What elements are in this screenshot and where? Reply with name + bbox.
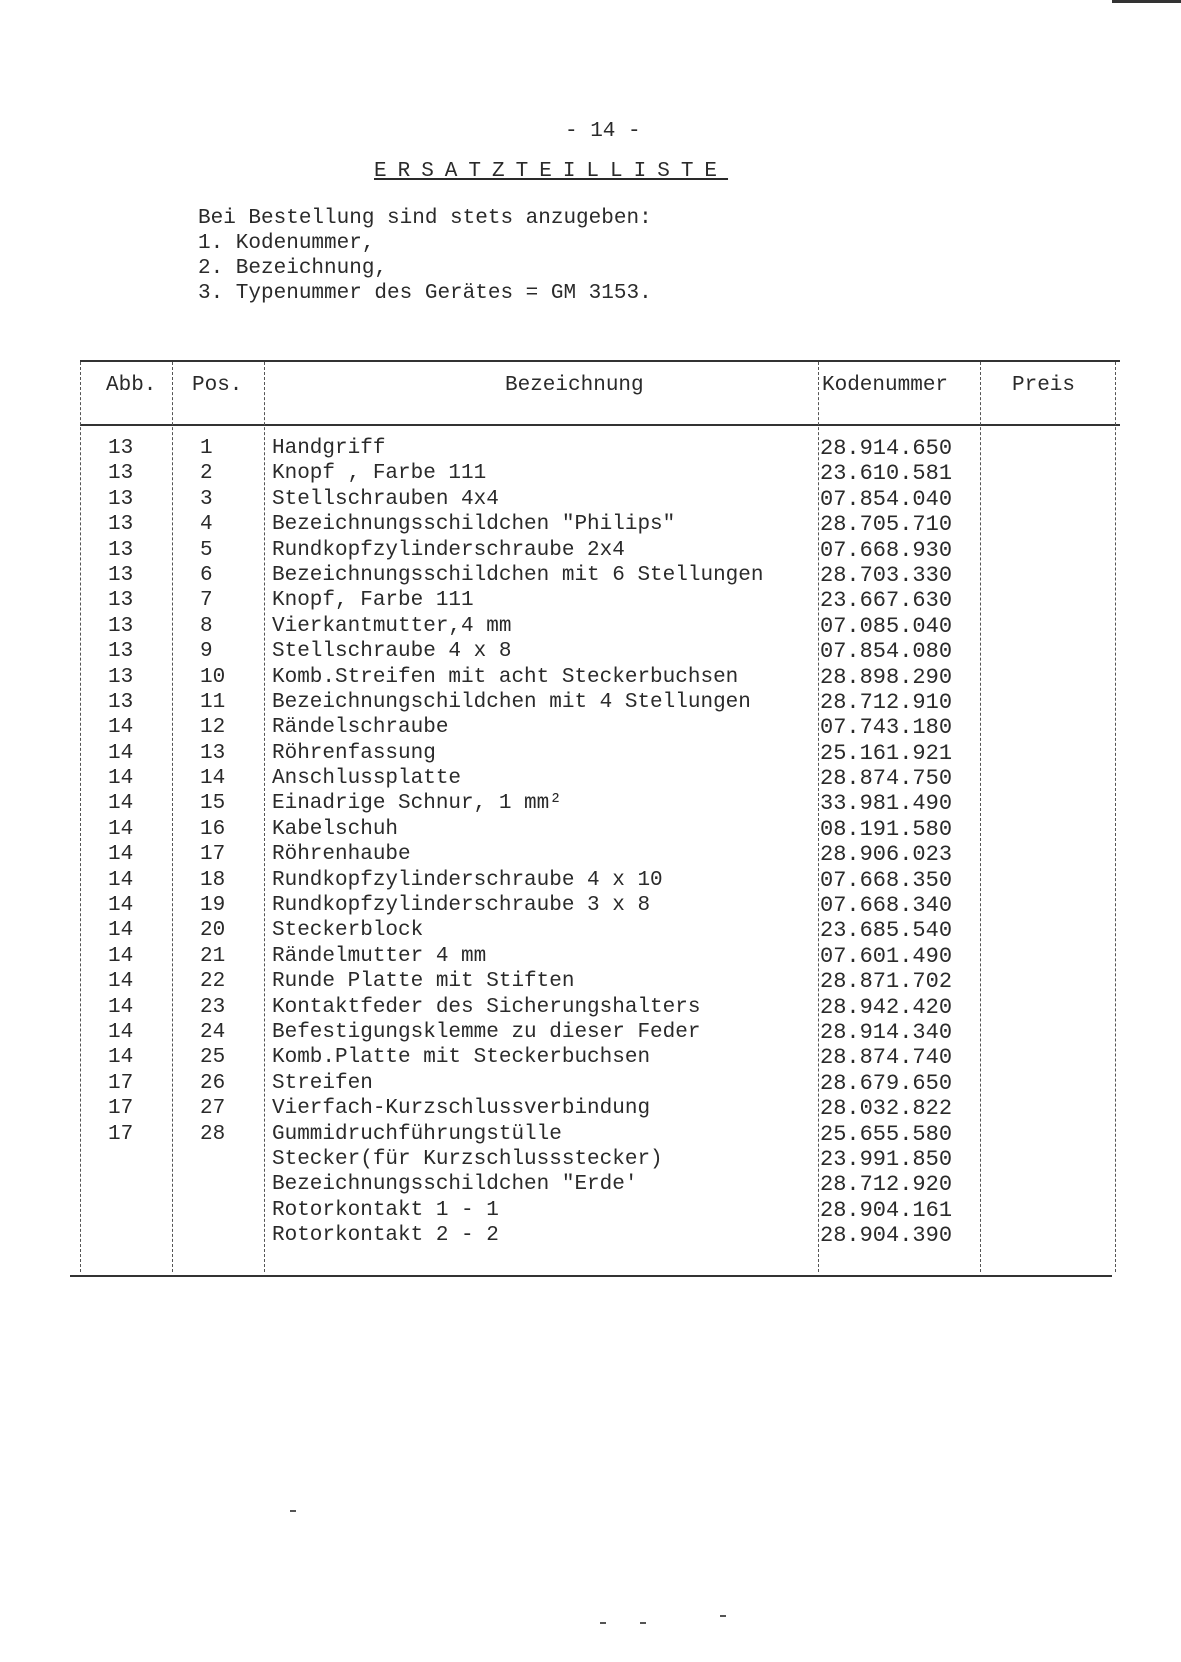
kodenummer-cell: 28.705.710 (820, 512, 953, 538)
kodenummer-cell: 07.854.080 (820, 639, 953, 665)
bezeichnung-cell: Rotorkontakt 1 - 1 (272, 1198, 499, 1222)
pos-cell: 15 (200, 792, 226, 816)
kodenummer-cell: 28.942.420 (820, 994, 953, 1020)
bezeichnung-cell: Komb.Platte mit Steckerbuchsen (272, 1046, 651, 1070)
abb-column (108, 436, 133, 1147)
abb-cell: 17 (108, 1097, 134, 1121)
kodenummer-cell: 28.904.161 (820, 1197, 953, 1223)
pos-cell: 20 (200, 919, 226, 943)
abb-cell: 13 (108, 513, 134, 537)
abb-cell: 14 (108, 741, 134, 765)
header-bezeichnung: Bezeichnung (505, 374, 644, 397)
header-abb: Abb. (106, 374, 157, 397)
bezeichnung-cell: Komb.Streifen mit acht Steckerbuchsen (272, 665, 739, 689)
page-mark (640, 1622, 646, 1624)
bezeichnung-cell: Knopf, Farbe 111 (272, 589, 474, 613)
bezeichnung-cell: Bezeichnungsschildchen mit 6 Stellungen (272, 563, 764, 587)
pos-cell: 8 (200, 614, 213, 638)
abb-cell: 17 (108, 1071, 134, 1095)
bezeichnung-cell: Rändelschraube (272, 716, 449, 740)
pos-cell: 13 (200, 741, 226, 765)
column-divider-pos-bezeichnung (264, 362, 266, 1272)
pos-cell: 17 (200, 843, 226, 867)
bezeichnung-cell: Rundkopfzylinderschraube 2x4 (272, 538, 625, 562)
kodenummer-cell: 28.906.023 (820, 842, 953, 868)
bezeichnung-cell: Kabelschuh (272, 817, 399, 841)
abb-cell: 13 (108, 462, 134, 486)
pos-cell: 23 (200, 995, 226, 1019)
kodenummer-cell: 28.914.340 (820, 1019, 953, 1045)
bezeichnung-cell: Rundkopfzylinderschraube 3 x 8 (272, 894, 651, 918)
bezeichnung-cell: Streifen (272, 1071, 373, 1095)
bezeichnung-cell: Bezeichnungschildchen mit 4 Stellungen (272, 690, 751, 714)
intro-line: 1. Kodenummer, (198, 232, 375, 255)
pos-cell: 5 (200, 538, 213, 562)
abb-cell: 14 (108, 767, 134, 791)
abb-cell: 13 (108, 614, 134, 638)
page-number: - 14 - (565, 120, 641, 143)
kodenummer-column (820, 436, 952, 1249)
bezeichnung-cell: Anschlussplatte (272, 767, 462, 791)
kodenummer-cell: 23.991.850 (820, 1146, 953, 1172)
bezeichnung-cell: Röhrenhaube (272, 843, 411, 867)
abb-cell: 14 (108, 1020, 134, 1044)
kodenummer-cell: 28.898.290 (820, 664, 953, 690)
bezeichnung-cell: Röhrenfassung (272, 741, 436, 765)
pos-cell: 4 (200, 513, 213, 537)
column-divider-kodenummer-preis (980, 362, 982, 1272)
bezeichnung-cell: Rundkopfzylinderschraube 4 x 10 (272, 868, 663, 892)
pos-cell: 6 (200, 563, 213, 587)
bezeichnung-cell: Knopf , Farbe 111 (272, 462, 487, 486)
kodenummer-cell: 33.981.490 (820, 791, 953, 817)
abb-cell: 13 (108, 690, 134, 714)
bezeichnung-cell: Stellschraube 4 x 8 (272, 640, 512, 664)
pos-cell: 14 (200, 767, 226, 791)
pos-cell: 10 (200, 665, 226, 689)
table-right-line (1115, 362, 1117, 1272)
kodenummer-cell: 28.703.330 (820, 562, 953, 588)
bezeichnung-cell: Vierfach-Kurzschlussverbindung (272, 1097, 651, 1121)
abb-cell: 14 (108, 716, 134, 740)
page-mark (290, 1510, 296, 1512)
bezeichnung-cell: Stellschrauben 4x4 (272, 487, 499, 511)
column-divider-abb-pos (172, 362, 174, 1272)
document-title: ERSATZTEILLISTE (374, 160, 729, 183)
bezeichnung-cell: Runde Platte mit Stiften (272, 970, 575, 994)
header-bottom-rule (80, 424, 1120, 426)
pos-cell: 2 (200, 462, 213, 486)
bezeichnung-cell: Stecker(für Kurzschlussstecker) (272, 1147, 663, 1171)
pos-cell: 26 (200, 1071, 226, 1095)
pos-cell: 3 (200, 487, 213, 511)
kodenummer-cell: 23.667.630 (820, 588, 953, 614)
header-kodenummer: Kodenummer (822, 374, 949, 397)
bezeichnung-cell: Befestigungsklemme zu dieser Feder (272, 1020, 701, 1044)
table-bottom-rule (70, 1275, 1112, 1277)
abb-cell: 13 (108, 563, 134, 587)
pos-column (200, 436, 225, 1147)
pos-cell: 24 (200, 1020, 226, 1044)
pos-cell: 21 (200, 944, 226, 968)
bezeichnung-cell: Rotorkontakt 2 - 2 (272, 1224, 499, 1248)
intro-line: 2. Bezeichnung, (198, 257, 388, 280)
bezeichnung-cell: Bezeichnungsschildchen "Philips" (272, 513, 676, 537)
abb-cell: 14 (108, 843, 134, 867)
abb-cell: 14 (108, 792, 134, 816)
page-mark (600, 1622, 606, 1624)
bezeichnung-cell: Steckerblock (272, 919, 424, 943)
kodenummer-cell: 28.904.390 (820, 1223, 953, 1249)
pos-cell: 25 (200, 1046, 226, 1070)
bezeichnung-cell: Einadrige Schnur, 1 mm² (272, 792, 562, 816)
abb-cell: 13 (108, 487, 134, 511)
intro-text (198, 206, 652, 306)
bezeichnung-cell: Kontaktfeder des Sicherungshalters (272, 995, 701, 1019)
page-corner-rule (1112, 0, 1181, 3)
kodenummer-cell: 07.854.040 (820, 486, 953, 512)
kodenummer-cell: 28.712.910 (820, 689, 953, 715)
kodenummer-cell: 07.085.040 (820, 613, 953, 639)
bezeichnung-cell: Rändelmutter 4 mm (272, 944, 487, 968)
pos-cell: 27 (200, 1097, 226, 1121)
pos-cell: 9 (200, 640, 213, 664)
abb-cell: 13 (108, 437, 134, 460)
abb-cell: 14 (108, 919, 134, 943)
abb-cell: 13 (108, 589, 134, 613)
header-pos: Pos. (192, 374, 243, 397)
bezeichnung-cell: Vierkantmutter,4 mm (272, 614, 512, 638)
abb-cell: 13 (108, 640, 134, 664)
pos-cell: 28 (200, 1122, 226, 1146)
pos-cell: 11 (200, 690, 226, 714)
abb-cell: 14 (108, 970, 134, 994)
kodenummer-cell: 23.610.581 (820, 461, 953, 487)
kodenummer-cell: 28.874.750 (820, 766, 953, 792)
kodenummer-cell: 07.668.930 (820, 537, 953, 563)
bezeichnung-cell: Handgriff (272, 437, 386, 460)
kodenummer-cell: 25.655.580 (820, 1121, 953, 1147)
table-left-line (80, 362, 82, 1272)
abb-cell: 14 (108, 817, 134, 841)
bezeichnung-column (272, 436, 763, 1249)
pos-cell: 22 (200, 970, 226, 994)
kodenummer-cell: 28.871.702 (820, 969, 953, 995)
kodenummer-cell: 07.668.340 (820, 893, 953, 919)
intro-line: Bei Bestellung sind stets anzugeben: (198, 207, 652, 230)
kodenummer-cell: 08.191.580 (820, 816, 953, 842)
pos-cell: 1 (200, 437, 213, 460)
header-preis: Preis (1012, 374, 1076, 397)
bezeichnung-cell: Bezeichnungsschildchen "Erde' (272, 1173, 638, 1197)
kodenummer-cell: 07.601.490 (820, 943, 953, 969)
kodenummer-cell: 25.161.921 (820, 740, 953, 766)
pos-cell: 16 (200, 817, 226, 841)
abb-cell: 13 (108, 665, 134, 689)
pos-cell: 12 (200, 716, 226, 740)
kodenummer-cell: 28.914.650 (820, 436, 953, 461)
kodenummer-cell: 28.679.650 (820, 1070, 953, 1096)
abb-cell: 14 (108, 894, 134, 918)
bezeichnung-cell: Gummidruchführungstülle (272, 1122, 562, 1146)
intro-line: 3. Typenummer des Gerätes = GM 3153. (198, 282, 652, 305)
pos-cell: 19 (200, 894, 226, 918)
abb-cell: 14 (108, 944, 134, 968)
abb-cell: 13 (108, 538, 134, 562)
kodenummer-cell: 28.032.822 (820, 1096, 953, 1122)
kodenummer-cell: 23.685.540 (820, 918, 953, 944)
abb-cell: 14 (108, 868, 134, 892)
page-mark (720, 1615, 726, 1617)
abb-cell: 14 (108, 1046, 134, 1070)
kodenummer-cell: 28.712.920 (820, 1172, 953, 1198)
kodenummer-cell: 28.874.740 (820, 1045, 953, 1071)
abb-cell: 14 (108, 995, 134, 1019)
pos-cell: 7 (200, 589, 213, 613)
kodenummer-cell: 07.743.180 (820, 715, 953, 741)
pos-cell: 18 (200, 868, 226, 892)
table-top-rule (80, 360, 1120, 362)
abb-cell: 17 (108, 1122, 134, 1146)
kodenummer-cell: 07.668.350 (820, 867, 953, 893)
